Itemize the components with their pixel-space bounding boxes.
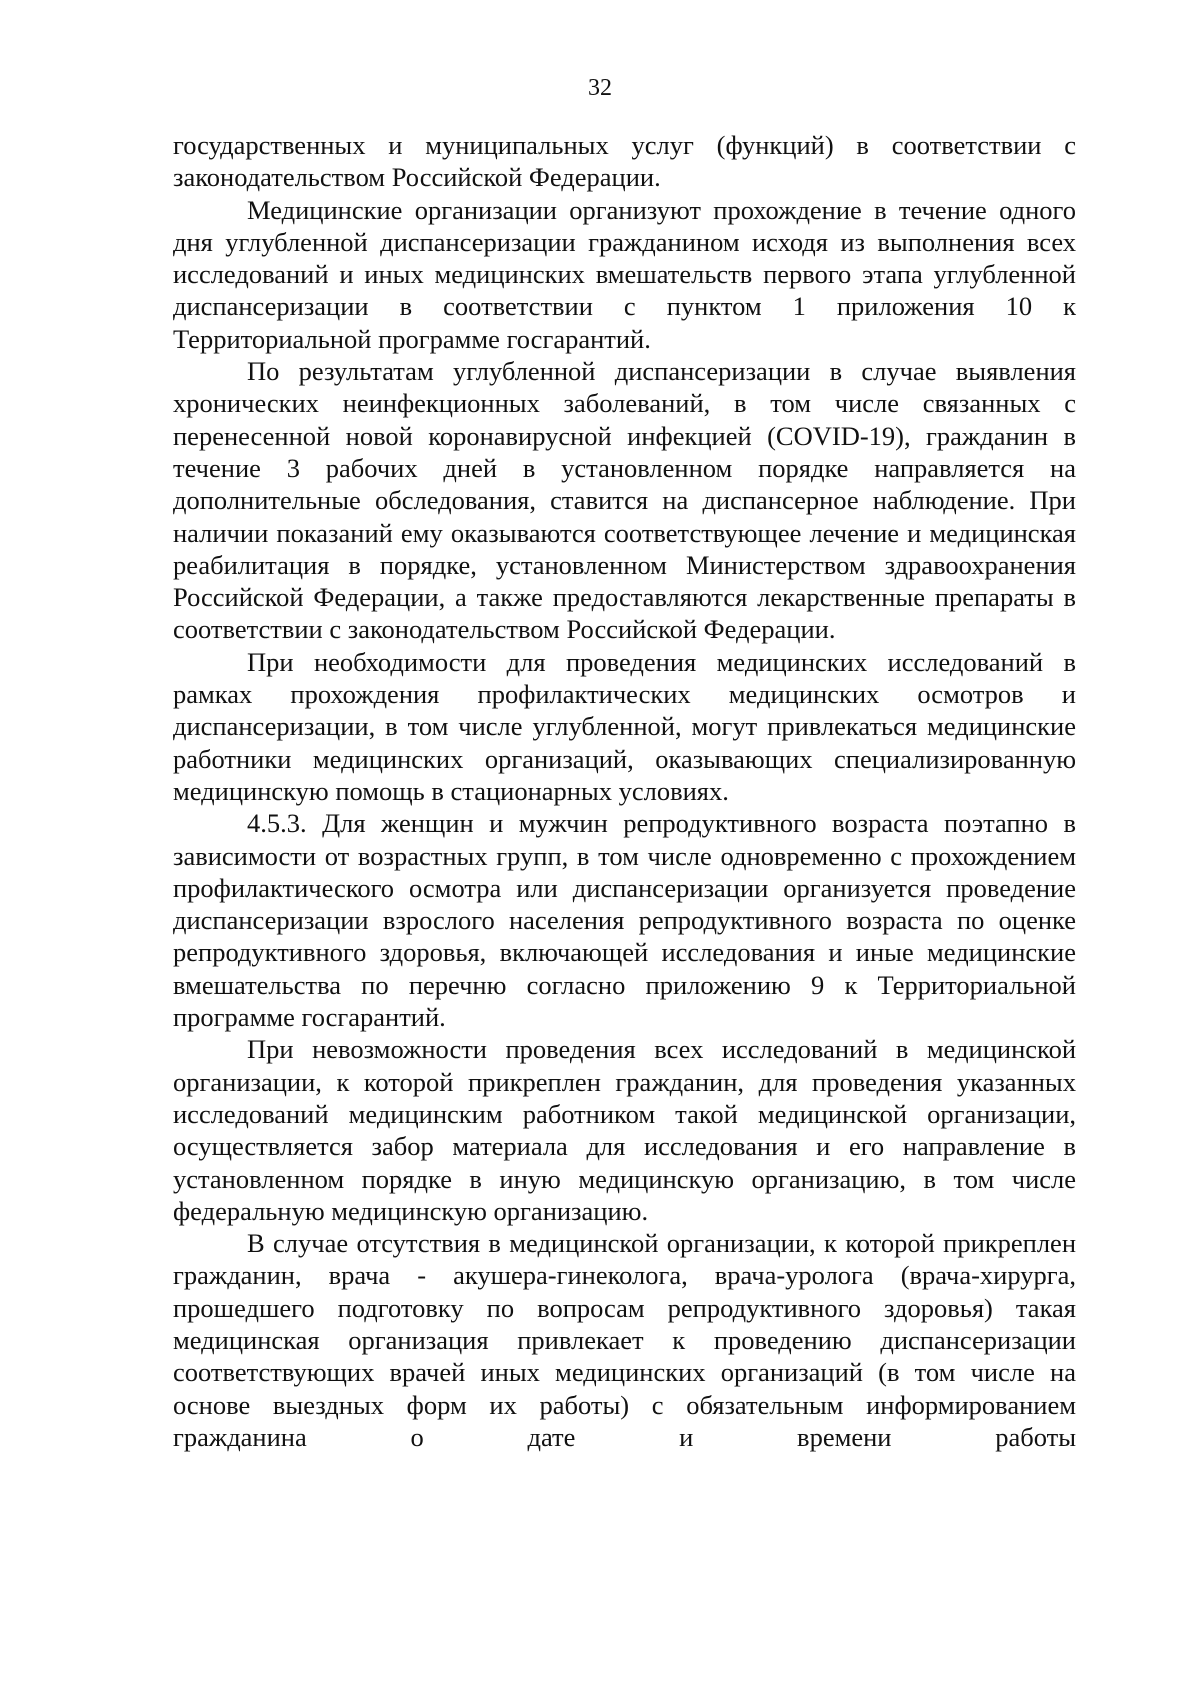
paragraph-deep-screening-results: По результатам углубленной диспансеризации в случае выявления хронических неинфекционных заболеваний, в том числе связанных с перенесенной новой коронавирусной инфекцией (COVID-19), гражданин в течение 3 рабочих дней в установленном порядке направляется на дополнительные обследования, ставится на диспансерное наблюдение. При наличии показаний ему оказываются соответствующее лечение и медицинская реабилитация в порядке, установленном Министерством здравоохранения Российской Федерации, а также предоставляются лекарственные препараты в соответствии с законодательством Российской Федерации. [173,356,1076,645]
paragraph-continuation: государственных и муниципальных услуг (функций) в соответствии с законодательством Российской Федерации. [173,130,1076,193]
paragraph-material-sampling: При невозможности проведения всех исследований в медицинской организации, к которой прикреплен гражданин, для проведения указанных исследований медицинским работником такой медицинской организации, осуществляется забор материала для исследования и его направление в установленном порядке в иную медицинскую организацию, в том числе федеральную медицинскую организацию. [173,1034,1076,1226]
page-number: 32 [588,75,612,101]
paragraph-section-4-5-3: 4.5.3. Для женщин и мужчин репродуктивного возраста поэтапно в зависимости от возрастных групп, в том числе одновременно с прохождением профилактического осмотра или диспансеризации организуется проведение диспансеризации взрослого населения репродуктивного возраста по оценке репродуктивного здоровья, включающей исследования и иные медицинские вмешательства по перечню согласно приложению 9 к Территориальной программе госгарантий. [173,808,1076,1033]
document-body [173,129,1076,1453]
paragraph-specialized-workers: При необходимости для проведения медицинских исследований в рамках прохождения профилактических медицинских осмотров и диспансеризации, в том числе углубленной, могут привлекаться медицинские работники медицинских организаций, оказывающих специализированную медицинскую помощь в стационарных условиях. [173,646,1076,806]
paragraph-absent-specialists: В случае отсутствия в медицинской организации, к которой прикреплен гражданин, врача - акушера-гинеколога, врача-уролога (врача-хирурга, прошедшего подготовку по вопросам репродуктивного здоровья) такая медицинская организация привлекает к проведению диспансеризации соответствующих врачей иных медицинских организаций (в том числе на основе выездных форм их работы) с обязательным информированием гражданина о дате и времени работы [173,1228,1076,1452]
paragraph-deep-screening-one-day: Медицинские организации организуют прохождение в течение одного дня углубленной диспансеризации гражданином исходя из выполнения всех исследований и иных медицинских вмешательств первого этапа углубленной диспансеризации в соответствии с пунктом 1 приложения 10 к Территориальной программе госгарантий. [173,194,1076,354]
